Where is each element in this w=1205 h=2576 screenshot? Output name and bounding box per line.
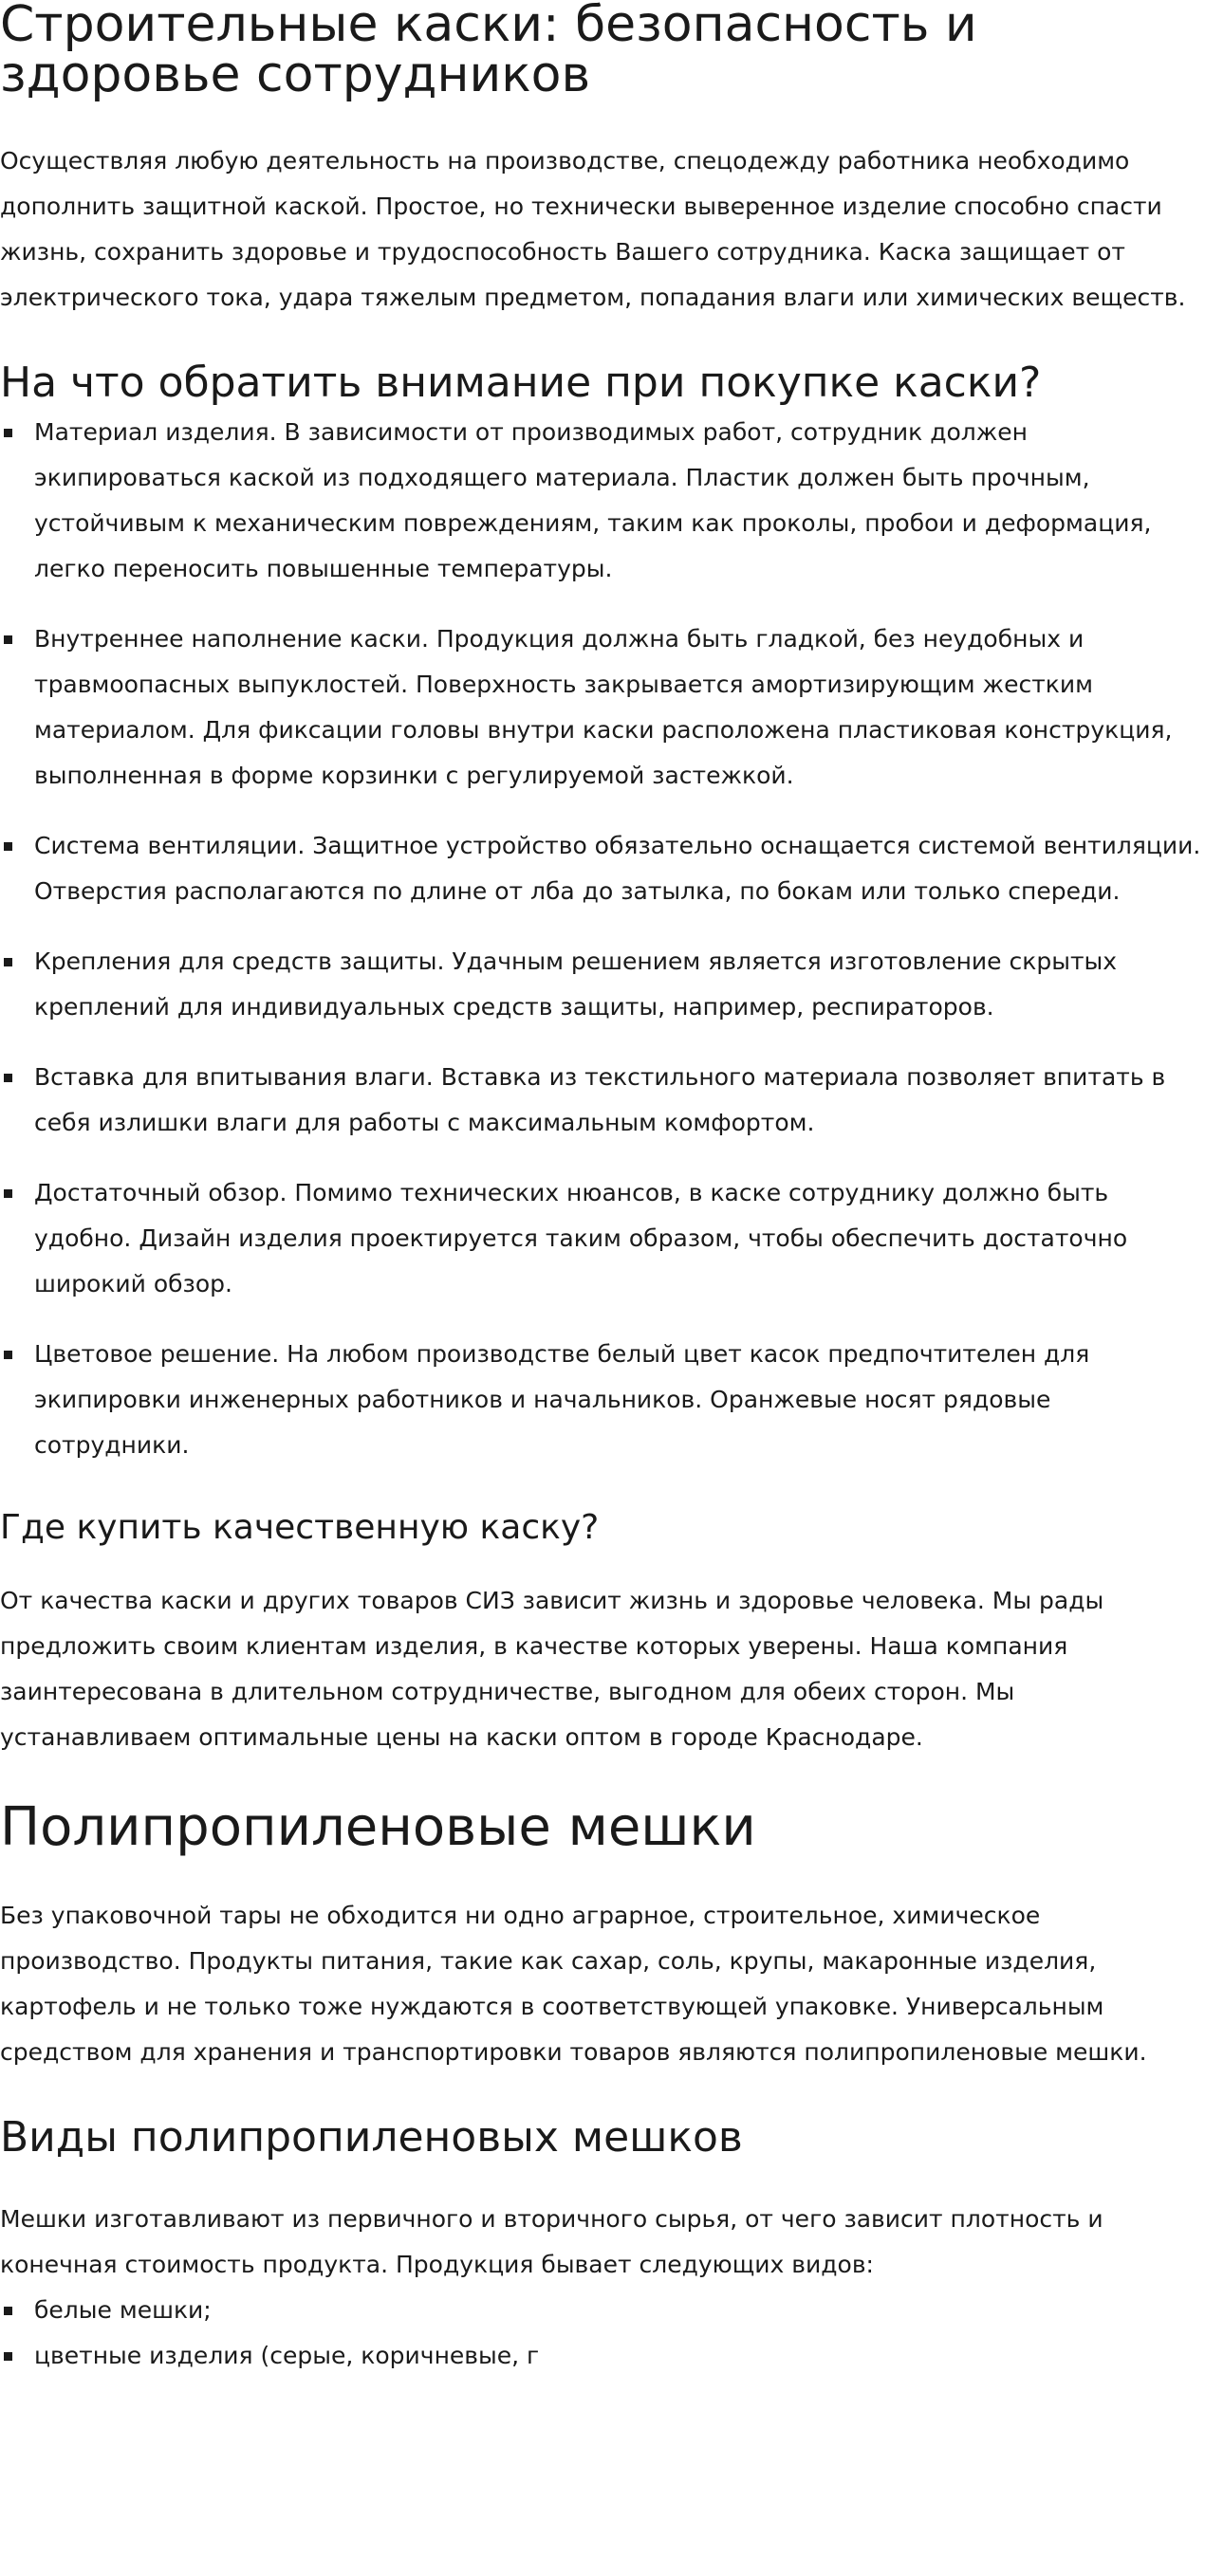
bags-intro-paragraph: Без упаковочной тары не обходится ни одно аграрное, строительное, химическое производство. Продукты питания, такие как сахар, соль, крупы, макаронные изделия, картофель и не только тоже нуждаются в соответствующей упаковке. Универсальным средством для хранения и транспортировки товаров являются полипропиленовые мешки.	[0, 1902, 1147, 2066]
list-item-text: белые мешки;	[34, 2296, 212, 2324]
list-item	[0, 1332, 1205, 1468]
intro-paragraph: Осуществляя любую деятельность на производстве, спецодежду работника необходимо дополнить защитной каской. Простое, но технически выверенное изделие способно спасти жизнь, сохранить здоровье и трудоспособность Вашего сотрудника. Каска защищает от электрического тока, удара тяжелым предметом, попадания влаги или химических веществ.	[0, 147, 1186, 311]
list-item	[0, 1055, 1205, 1146]
list-item	[0, 410, 1205, 592]
square-bullet-icon	[4, 1189, 12, 1198]
square-bullet-icon	[4, 958, 12, 966]
square-bullet-icon	[4, 2307, 12, 2315]
square-bullet-icon	[4, 1074, 12, 1082]
list-item-text: Достаточный обзор. Помимо технических нюансов, в каске сотруднику должно быть удобно. Дизайн изделия проектируется таким образом, чтобы обеспечить достаточно широкий обзор.	[34, 1179, 1128, 1297]
list-item-text: Внутреннее наполнение каски. Продукция должна быть гладкой, без неудобных и травмоопасных выпуклостей. Поверхность закрывается амортизирующим жестким материалом. Для фиксации головы внутри каски расположена пластиковая конструкция, выполненная в форме корзинки с регулируемой застежкой.	[34, 625, 1173, 789]
square-bullet-icon	[4, 635, 12, 644]
list-item	[0, 2333, 1205, 2379]
where-to-buy-paragraph: От качества каски и других товаров СИЗ зависит жизнь и здоровье человека. Мы рады предложить своим клиентам изделия, в качестве которых уверены. Наша компания заинтересована в длительном сотрудничестве, выгодном для обеих сторон. Мы устанавливаем оптимальные цены на каски оптом в городе Краснодаре.	[0, 1587, 1104, 1751]
list-item-text: Вставка для впитывания влаги. Вставка из текстильного материала позволяет впитать в себя излишки влаги для работы с максимальным комфортом.	[34, 1063, 1166, 1136]
list-item-text: Цветовое решение. На любом производстве белый цвет касок предпочтителен для экипировки инженерных работников и начальников. Оранжевые носят рядовые сотрудники.	[34, 1340, 1090, 1459]
list-item-text: цветные изделия (серые, коричневые, г	[34, 2342, 540, 2369]
list-item-text: Система вентиляции. Защитное устройство обязательно оснащается системой вентиляции. Отверстия располагаются по длине от лба до затылка, по бокам или только спереди.	[34, 832, 1201, 905]
second-article-title: Полипропиленовые мешки	[0, 1796, 756, 1858]
list-item	[0, 1170, 1205, 1307]
section-heading-helmet-choice: На что обратить внимание при покупке каски?	[0, 359, 1042, 407]
square-bullet-icon	[4, 842, 12, 851]
list-item	[0, 823, 1205, 914]
bag-types-list	[0, 2288, 1205, 2379]
helmet-criteria-list	[0, 410, 1205, 1468]
section-heading-bag-types: Виды полипропиленовых мешков	[0, 2113, 743, 2162]
square-bullet-icon	[4, 2352, 12, 2361]
list-item-text: Материал изделия. В зависимости от производимых работ, сотрудник должен экипироваться каской из подходящего материала. Пластик должен быть прочным, устойчивым к механическим повреждениям, таким как проколы, пробои и деформация, легко переносить повышенные температуры.	[34, 418, 1152, 582]
list-item	[0, 2288, 1205, 2333]
section-heading-where-to-buy: Где купить качественную каску?	[0, 1508, 600, 1547]
bag-types-paragraph: Мешки изготавливают из первичного и вторичного сырья, от чего зависит плотность и конечная стоимость продукта. Продукция бывает следующих видов:	[0, 2205, 1103, 2278]
square-bullet-icon	[4, 429, 12, 437]
list-item	[0, 616, 1205, 799]
square-bullet-icon	[4, 1351, 12, 1359]
list-item	[0, 939, 1205, 1030]
page-title: Строительные каски: безопасность и здоровье сотрудников	[0, 0, 977, 103]
list-item-text: Крепления для средств защиты. Удачным решением является изготовление скрытых креплений для индивидуальных средств защиты, например, респираторов.	[34, 948, 1118, 1021]
